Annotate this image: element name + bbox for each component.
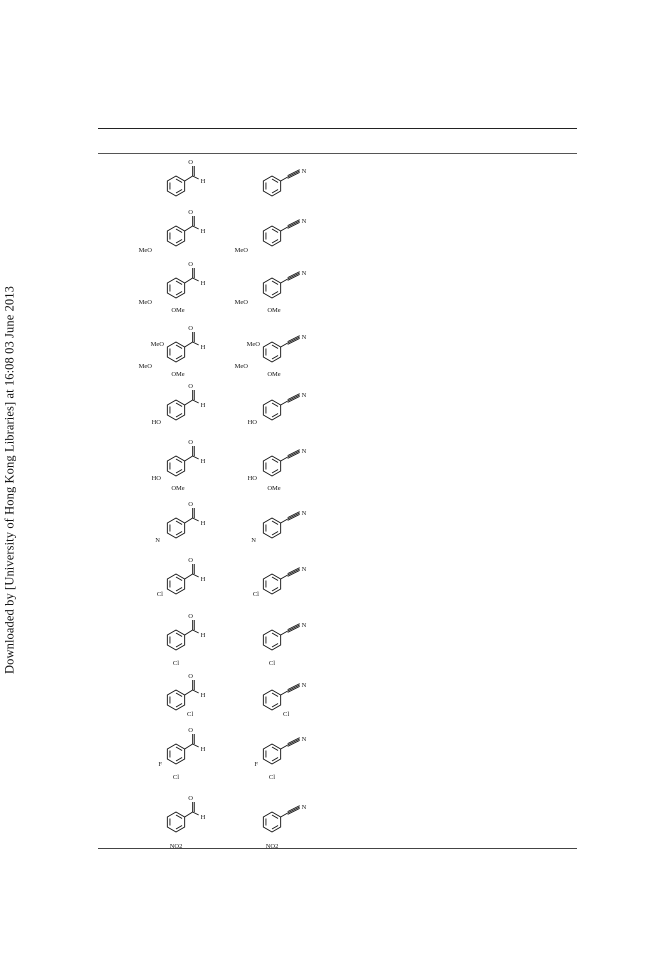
- oxygen-label: O: [188, 439, 194, 446]
- substituent-label: Cl: [283, 711, 290, 718]
- substituent-label: NO2: [169, 843, 183, 850]
- substituent-label: HO: [151, 475, 161, 482]
- carbonyl-bond: [185, 630, 193, 635]
- double-bond: [176, 281, 182, 285]
- hydrogen-label: H: [200, 814, 206, 821]
- double-bond: [176, 644, 182, 648]
- hydrogen-label: H: [200, 228, 206, 235]
- triple-bond: [288, 222, 300, 228]
- triple-bond: [288, 570, 300, 576]
- double-bond: [176, 758, 182, 762]
- substituent-label: HO: [247, 419, 257, 426]
- substituent-label: N: [251, 537, 256, 544]
- nitrogen-label: N: [301, 736, 307, 743]
- double-bond: [272, 644, 278, 648]
- double-bond: [272, 345, 278, 349]
- substituent-label: Cl: [172, 774, 180, 781]
- oxygen-label: O: [188, 727, 194, 734]
- hydrogen-label: H: [200, 692, 206, 699]
- triple-bond: [288, 273, 300, 279]
- carbonyl-bond: [185, 574, 193, 579]
- aldehyde-h-bond: [193, 342, 199, 345]
- oxygen-label: O: [188, 159, 194, 166]
- substituent-label: Cl: [172, 660, 180, 667]
- nitrogen-label: N: [301, 448, 307, 455]
- double-bond: [176, 345, 182, 349]
- substituent-label: OMe: [171, 485, 185, 492]
- double-bond: [176, 179, 182, 183]
- table-top-rule: [98, 128, 577, 129]
- nitrile-bond: [281, 177, 288, 181]
- double-bond: [272, 577, 278, 581]
- nitrile-bond: [281, 631, 288, 635]
- nitrile-structure: [232, 431, 312, 501]
- nitrogen-label: N: [301, 168, 307, 175]
- nitrogen-label: N: [301, 218, 307, 225]
- triple-bond: [288, 272, 300, 278]
- substituent-label: Cl: [268, 774, 276, 781]
- aldehyde-h-bond: [193, 400, 199, 403]
- nitrogen-label: N: [301, 392, 307, 399]
- double-bond: [176, 693, 182, 697]
- triple-bond: [288, 336, 300, 342]
- nitrile-bond: [281, 691, 288, 695]
- double-bond: [272, 588, 278, 592]
- oxygen-label: O: [188, 325, 194, 332]
- double-bond: [176, 356, 182, 360]
- nitrile-bond: [281, 519, 288, 523]
- aldehyde-h-bond: [193, 176, 199, 179]
- substituent-label: OMe: [171, 307, 185, 314]
- hydrogen-label: H: [200, 458, 206, 465]
- carbonyl-bond: [185, 342, 193, 347]
- nitrogen-label: N: [301, 566, 307, 573]
- hydrogen-label: H: [200, 632, 206, 639]
- hydrogen-label: H: [200, 344, 206, 351]
- aldehyde-h-bond: [193, 574, 199, 577]
- triple-bond: [288, 625, 300, 631]
- double-bond: [176, 470, 182, 474]
- double-bond: [272, 826, 278, 830]
- substituent-label: NO2: [265, 843, 279, 850]
- double-bond: [272, 403, 278, 407]
- substituent-label: OMe: [267, 307, 281, 314]
- substituent-label: Cl: [156, 591, 163, 598]
- double-bond: [176, 414, 182, 418]
- double-bond: [272, 179, 278, 183]
- double-bond: [272, 693, 278, 697]
- hydrogen-label: H: [200, 402, 206, 409]
- nitrogen-label: N: [301, 510, 307, 517]
- substituent-label: MeO: [234, 363, 248, 370]
- double-bond: [176, 826, 182, 830]
- double-bond: [176, 292, 182, 296]
- aldehyde-h-bond: [193, 456, 199, 459]
- triple-bond: [288, 396, 300, 402]
- carbonyl-bond: [185, 690, 193, 695]
- triple-bond: [288, 450, 300, 456]
- substituent-label: F: [254, 761, 258, 768]
- nitrile-bond: [281, 401, 288, 405]
- hydrogen-label: H: [200, 746, 206, 753]
- double-bond: [272, 633, 278, 637]
- substituent-label: MeO: [234, 247, 248, 254]
- carbonyl-bond: [185, 278, 193, 283]
- substituent-label: MeO: [138, 299, 152, 306]
- aldehyde-h-bond: [193, 630, 199, 633]
- carbonyl-bond: [185, 518, 193, 523]
- double-bond: [272, 521, 278, 525]
- carbonyl-bond: [185, 400, 193, 405]
- aldehyde-h-bond: [193, 812, 199, 815]
- double-bond: [272, 414, 278, 418]
- triple-bond: [288, 221, 300, 227]
- triple-bond: [288, 738, 300, 744]
- substituent-label: OMe: [267, 485, 281, 492]
- triple-bond: [288, 337, 300, 343]
- oxygen-label: O: [188, 613, 194, 620]
- double-bond: [272, 281, 278, 285]
- oxygen-label: O: [188, 795, 194, 802]
- substituent-label: HO: [151, 419, 161, 426]
- double-bond: [176, 747, 182, 751]
- aldehyde-h-bond: [193, 278, 199, 281]
- triple-bond: [288, 806, 300, 812]
- carbonyl-bond: [185, 226, 193, 231]
- nitrile-bond: [281, 227, 288, 231]
- triple-bond: [288, 170, 300, 176]
- triple-bond: [288, 686, 300, 692]
- double-bond: [272, 532, 278, 536]
- carbonyl-bond: [185, 744, 193, 749]
- double-bond: [176, 815, 182, 819]
- triple-bond: [288, 739, 300, 745]
- double-bond: [272, 758, 278, 762]
- nitrile-bond: [281, 457, 288, 461]
- triple-bond: [288, 512, 300, 518]
- nitrogen-label: N: [301, 622, 307, 629]
- double-bond: [272, 292, 278, 296]
- triple-bond: [288, 807, 300, 813]
- aldehyde-structure: [136, 431, 216, 501]
- substituent-label: MeO: [234, 299, 248, 306]
- hydrogen-label: H: [200, 520, 206, 527]
- aldehyde-structure: [136, 719, 216, 789]
- double-bond: [176, 633, 182, 637]
- double-bond: [272, 190, 278, 194]
- triple-bond: [288, 808, 300, 814]
- aldehyde-structure: [136, 253, 216, 323]
- double-bond: [176, 459, 182, 463]
- substituent-label: Cl: [252, 591, 259, 598]
- triple-bond: [288, 274, 300, 280]
- nitrile-structure: [232, 253, 312, 323]
- triple-bond: [288, 395, 300, 401]
- oxygen-label: O: [188, 383, 194, 390]
- substituent-label: Cl: [268, 660, 276, 667]
- aldehyde-h-bond: [193, 690, 199, 693]
- triple-bond: [288, 568, 300, 574]
- triple-bond: [288, 338, 300, 344]
- nitrogen-label: N: [301, 804, 307, 811]
- aldehyde-h-bond: [193, 518, 199, 521]
- double-bond: [176, 229, 182, 233]
- nitrile-bond: [281, 343, 288, 347]
- double-bond: [272, 356, 278, 360]
- double-bond: [272, 470, 278, 474]
- triple-bond: [288, 624, 300, 630]
- substituent-label: MeO: [138, 363, 152, 370]
- substituent-label: OMe: [267, 371, 281, 378]
- aldehyde-h-bond: [193, 744, 199, 747]
- carbonyl-bond: [185, 456, 193, 461]
- double-bond: [272, 240, 278, 244]
- triple-bond: [288, 685, 300, 691]
- substituent-label: Cl: [187, 711, 194, 718]
- oxygen-label: O: [188, 557, 194, 564]
- double-bond: [176, 704, 182, 708]
- nitrile-bond: [281, 575, 288, 579]
- nitrogen-label: N: [301, 270, 307, 277]
- double-bond: [176, 190, 182, 194]
- triple-bond: [288, 626, 300, 632]
- nitrile-bond: [281, 279, 288, 283]
- substituent-label: F: [158, 761, 162, 768]
- hydrogen-label: H: [200, 280, 206, 287]
- hydrogen-label: H: [200, 576, 206, 583]
- triple-bond: [288, 740, 300, 746]
- double-bond: [176, 521, 182, 525]
- double-bond: [176, 240, 182, 244]
- double-bond: [176, 532, 182, 536]
- triple-bond: [288, 171, 300, 177]
- substituent-label: MeO: [138, 247, 152, 254]
- substituent-label: MeO: [246, 341, 260, 348]
- triple-bond: [288, 394, 300, 400]
- carbonyl-bond: [185, 812, 193, 817]
- substituent-label: N: [155, 537, 160, 544]
- triple-bond: [288, 220, 300, 226]
- oxygen-label: O: [188, 261, 194, 268]
- triple-bond: [288, 451, 300, 457]
- triple-bond: [288, 514, 300, 520]
- carbonyl-bond: [185, 176, 193, 181]
- triple-bond: [288, 452, 300, 458]
- double-bond: [272, 704, 278, 708]
- double-bond: [272, 229, 278, 233]
- nitrile-structure: [232, 719, 312, 789]
- double-bond: [272, 815, 278, 819]
- substituent-label: HO: [247, 475, 257, 482]
- nitrile-bond: [281, 745, 288, 749]
- triple-bond: [288, 513, 300, 519]
- nitrile-structure: [232, 787, 312, 857]
- nitrogen-label: N: [301, 682, 307, 689]
- triple-bond: [288, 172, 300, 178]
- double-bond: [272, 459, 278, 463]
- oxygen-label: O: [188, 501, 194, 508]
- download-note: Downloaded by [University of Hong Kong Libraries] at 16:08 03 June 2013: [2, 286, 17, 674]
- substituent-label: OMe: [171, 371, 185, 378]
- hydrogen-label: H: [200, 178, 206, 185]
- double-bond: [176, 577, 182, 581]
- oxygen-label: O: [188, 209, 194, 216]
- oxygen-label: O: [188, 673, 194, 680]
- aldehyde-h-bond: [193, 226, 199, 229]
- double-bond: [272, 747, 278, 751]
- aldehyde-structure: [136, 787, 216, 857]
- double-bond: [176, 403, 182, 407]
- nitrogen-label: N: [301, 334, 307, 341]
- nitrile-bond: [281, 813, 288, 817]
- triple-bond: [288, 684, 300, 690]
- double-bond: [176, 588, 182, 592]
- substituent-label: MeO: [150, 341, 164, 348]
- triple-bond: [288, 569, 300, 575]
